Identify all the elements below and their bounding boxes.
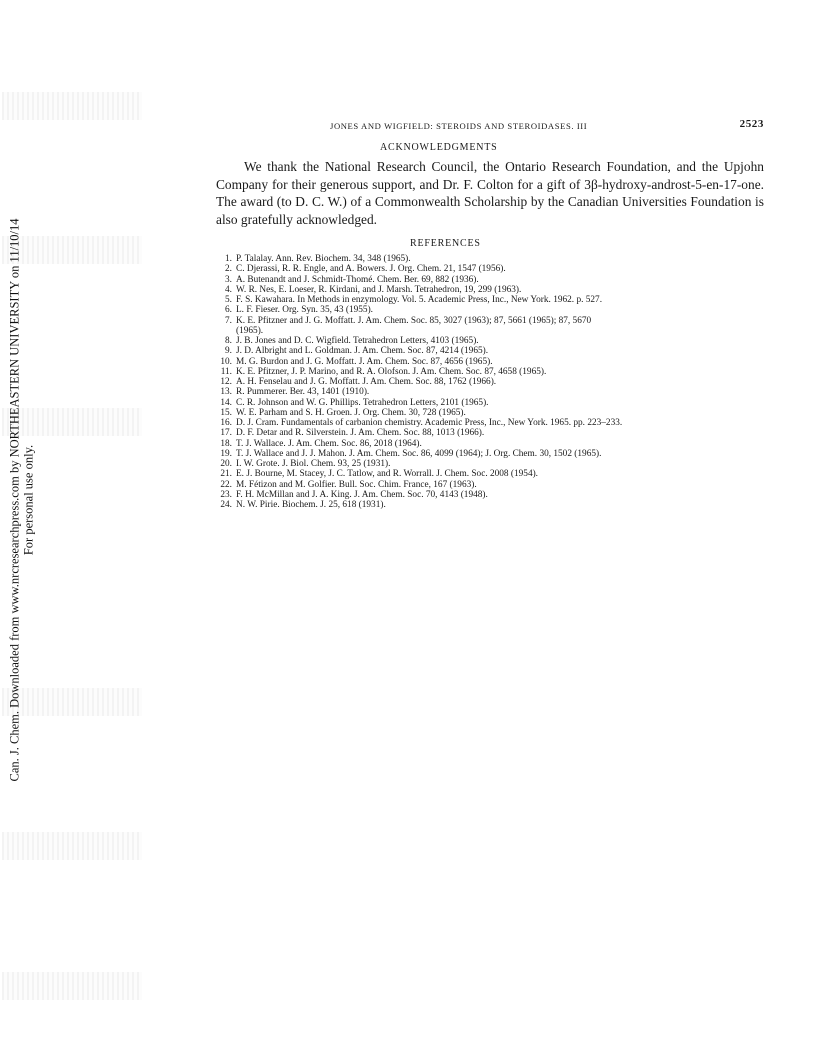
reference-text: M. Fétizon and M. Golfier. Bull. Soc. Chim. France, 167 (1963). [236, 479, 477, 490]
reference-number: 18. [220, 438, 232, 449]
reference-text: T. J. Wallace and J. J. Mahon. J. Am. Chem. Soc. 86, 4099 (1964); J. Org. Chem. 30, 1502 (1965). [236, 448, 602, 459]
reference-item [216, 254, 776, 264]
references-list [216, 254, 776, 510]
reference-item [216, 428, 776, 438]
reference-number: 22. [220, 479, 232, 490]
references-heading: REFERENCES [410, 238, 481, 249]
reference-number: 6. [225, 305, 232, 316]
reference-text: N. W. Pirie. Biochem. J. 25, 618 (1931). [236, 500, 386, 510]
page-number: 2523 [739, 118, 764, 130]
reference-item [216, 295, 776, 305]
reference-number: 19. [220, 448, 232, 459]
reference-text: D. F. Detar and R. Silverstein. J. Am. Chem. Soc. 88, 1013 (1966). [236, 428, 485, 439]
reference-text: F. H. McMillan and J. A. King. J. Am. Chem. Soc. 70, 4143 (1948). [236, 489, 488, 500]
reference-item [216, 469, 776, 479]
reference-number: 20. [220, 459, 232, 469]
reference-number: 8. [225, 336, 232, 346]
scan-artifact [2, 92, 142, 120]
reference-item [216, 305, 776, 315]
reference-item [216, 398, 776, 408]
scan-artifact [2, 832, 142, 860]
reference-item [216, 275, 776, 285]
reference-item [216, 264, 776, 274]
reference-text: T. J. Wallace. J. Am. Chem. Soc. 86, 2018 (1964). [236, 438, 422, 449]
acknowledgments-text: We thank the National Research Council, the Ontario Research Foundation, and the Upjohn Company for their generous support, and Dr. F. Colton for a gift of 3β-hydroxy-androst-5-en-17-one. The award (to D. C. W.) of a Commonwealth Scholarship by the Canadian Universities Foundation is also gratefully acknowledged. [216, 159, 764, 227]
reference-text: R. Pummerer. Ber. 43, 1401 (1910). [236, 387, 370, 398]
reference-item [216, 459, 776, 469]
reference-item [216, 326, 776, 336]
reference-number: 5. [225, 295, 232, 305]
reference-item [216, 285, 776, 295]
reference-item [216, 336, 776, 346]
reference-item [216, 367, 776, 377]
reference-number: 16. [220, 418, 232, 428]
reference-number: 13. [220, 387, 232, 398]
watermark-line-1: Can. J. Chem. Downloaded from www.nrcresearchpress.com by NORTHEASTERN UNIVERSITY on 11/10/14 [8, 218, 23, 782]
reference-item [216, 418, 776, 428]
reference-item [216, 480, 776, 490]
reference-number: 10. [220, 356, 232, 367]
reference-item [216, 316, 776, 326]
reference-text: A. Butenandt and J. Schmidt-Thomé. Chem. Ber. 69, 882 (1936). [236, 274, 479, 285]
reference-item [216, 449, 776, 459]
reference-text: J. D. Albright and L. Goldman. J. Am. Chem. Soc. 87, 4214 (1965). [236, 346, 489, 357]
watermark-line-2: For personal use only. [22, 444, 37, 556]
reference-item [216, 357, 776, 367]
reference-number: 17. [220, 428, 232, 439]
reference-number: 11. [220, 366, 232, 377]
acknowledgments-heading: ACKNOWLEDGMENTS [380, 142, 498, 153]
reference-text: I. W. Grote. J. Biol. Chem. 93, 25 (1931). [236, 459, 391, 469]
reference-item [216, 439, 776, 449]
reference-number: 7. [225, 315, 232, 326]
reference-text: P. Talalay. Ann. Rev. Biochem. 34, 348 (1965). [236, 254, 411, 264]
reference-number: 4. [225, 284, 232, 295]
reference-text: M. G. Burdon and J. G. Moffatt. J. Am. Chem. Soc. 87, 4656 (1965). [236, 356, 493, 367]
reference-number: 14. [220, 397, 232, 408]
reference-number: 21. [220, 469, 232, 480]
reference-item [216, 387, 776, 397]
reference-text: C. R. Johnson and W. G. Phillips. Tetrahedron Letters, 2101 (1965). [236, 397, 489, 408]
scan-artifact [2, 972, 142, 1000]
reference-text: E. J. Bourne, M. Stacey, J. C. Tatlow, and R. Worrall. J. Chem. Soc. 2008 (1954). [236, 469, 539, 480]
reference-text: W. R. Nes, E. Loeser, R. Kirdani, and J. Marsh. Tetrahedron, 19, 299 (1963). [236, 284, 522, 295]
reference-number: 1. [225, 254, 232, 264]
reference-text: K. E. Pfitzner, J. P. Marino, and R. A. Olofson. J. Am. Chem. Soc. 87, 4658 (1965). [236, 366, 547, 377]
reference-number: 12. [220, 377, 232, 387]
reference-text: W. E. Parham and S. H. Groen. J. Org. Chem. 30, 728 (1965). [236, 407, 466, 418]
reference-text: K. E. Pfitzner and J. G. Moffatt. J. Am. Chem. Soc. 85, 3027 (1963); 87, 5661 (1965); 87, 5670 [236, 315, 592, 326]
reference-item [216, 408, 776, 418]
running-head-title: JONES AND WIGFIELD: STEROIDS AND STEROIDASES. III [330, 121, 588, 131]
reference-number: 24. [220, 500, 232, 510]
reference-number: 3. [225, 274, 232, 285]
reference-item [216, 490, 776, 500]
reference-text: C. Djerassi, R. R. Engle, and A. Bowers. J. Org. Chem. 21, 1547 (1956). [236, 264, 506, 275]
reference-text: A. H. Fenselau and J. G. Moffatt. J. Am. Chem. Soc. 88, 1762 (1966). [236, 377, 497, 387]
reference-number: 9. [225, 346, 232, 357]
reference-number: 2. [225, 264, 232, 275]
reference-number: 15. [220, 407, 232, 418]
reference-item [216, 377, 776, 387]
reference-text: (1965). [236, 325, 264, 336]
reference-text: D. J. Cram. Fundamentals of carbanion chemistry. Academic Press, Inc., New York. 1965. pp. 223–233. [236, 418, 623, 428]
reference-text: J. B. Jones and D. C. Wigfield. Tetrahedron Letters, 4103 (1965). [236, 336, 479, 346]
reference-item [216, 346, 776, 356]
reference-number: 23. [220, 489, 232, 500]
download-watermark [2, 218, 42, 782]
reference-text: F. S. Kawahara. In Methods in enzymology. Vol. 5. Academic Press, Inc., New York. 1962. p. 527. [236, 295, 603, 305]
reference-item [216, 500, 776, 510]
reference-text: L. F. Fieser. Org. Syn. 35, 43 (1955). [236, 305, 373, 316]
